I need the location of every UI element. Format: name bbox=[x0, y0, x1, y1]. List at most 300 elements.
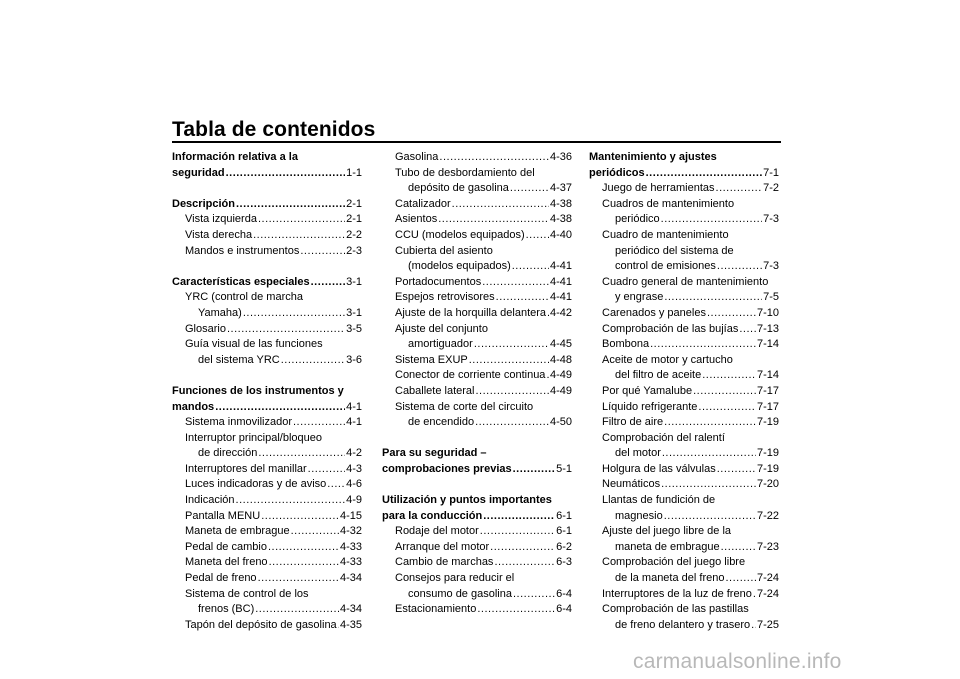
toc-entry-title: Sistema de corte del circuito bbox=[395, 400, 534, 413]
toc-column-3 bbox=[589, 150, 779, 633]
toc-entry[interactable] bbox=[172, 384, 362, 400]
toc-page-number: 6-3 bbox=[556, 556, 572, 569]
toc-entry-title: Glosario bbox=[185, 322, 226, 335]
toc-page-number: 7-17 bbox=[756, 384, 779, 397]
toc-page-number: 7-10 bbox=[756, 306, 779, 319]
toc-entry-title: Vista izquierda bbox=[185, 213, 257, 226]
toc-page-number: 4-33 bbox=[339, 556, 362, 569]
toc-entry-title: Espejos retrovisores bbox=[395, 291, 495, 304]
toc-entry[interactable] bbox=[615, 509, 779, 525]
toc-entry[interactable] bbox=[602, 477, 779, 493]
toc-entry-title: maneta de embrague bbox=[615, 540, 720, 553]
toc-dot-leader bbox=[513, 587, 555, 603]
toc-entry[interactable] bbox=[602, 353, 779, 369]
toc-entry[interactable] bbox=[382, 446, 572, 462]
toc-entry-title: Llantas de fundición de bbox=[602, 494, 716, 507]
toc-page-number: 2-3 bbox=[346, 244, 362, 257]
toc-dot-leader bbox=[269, 555, 339, 571]
toc-entry-title: amortiguador bbox=[408, 338, 473, 351]
toc-entry[interactable] bbox=[615, 244, 779, 260]
toc-entry-title: frenos (BC) bbox=[198, 603, 255, 616]
toc-entry-title: CCU (modelos equipados) bbox=[395, 228, 525, 241]
toc-entry[interactable] bbox=[395, 571, 572, 587]
toc-entry-title: Cuadros de mantenimiento bbox=[602, 197, 735, 210]
toc-entry-title: Rodaje del motor bbox=[395, 525, 479, 538]
toc-entry-title: Interruptor principal/bloqueo bbox=[185, 431, 322, 444]
toc-page-number: 7-5 bbox=[763, 291, 779, 304]
toc-entry[interactable] bbox=[602, 337, 779, 353]
toc-dot-leader bbox=[698, 400, 756, 416]
toc-entry-title: Utilización y puntos importantes bbox=[382, 494, 552, 507]
toc-entry[interactable] bbox=[185, 290, 362, 306]
toc-entry[interactable] bbox=[172, 275, 362, 291]
toc-entry-title: Tapón del depósito de gasolina bbox=[185, 618, 337, 631]
toc-page-number: 4-49 bbox=[549, 369, 572, 382]
toc-dot-leader bbox=[510, 181, 549, 197]
toc-entry[interactable] bbox=[615, 212, 779, 228]
toc-entry-title: Indicación bbox=[185, 494, 235, 507]
toc-entry-title: Juego de herramientas bbox=[602, 182, 715, 195]
toc-entry[interactable] bbox=[602, 322, 779, 338]
toc-dot-leader bbox=[293, 415, 345, 431]
toc-entry-title: Estacionamiento bbox=[395, 603, 477, 616]
toc-entry[interactable] bbox=[602, 587, 779, 603]
toc-dot-leader bbox=[753, 587, 756, 603]
toc-entry-title: Arranque del motor bbox=[395, 540, 490, 553]
toc-dot-leader bbox=[725, 571, 756, 587]
toc-page-number: 4-37 bbox=[549, 182, 572, 195]
toc-entry-title: Yamaha) bbox=[198, 306, 242, 319]
toc-entry[interactable] bbox=[395, 244, 572, 260]
toc-entry[interactable] bbox=[172, 197, 362, 213]
toc-entry[interactable] bbox=[185, 212, 362, 228]
toc-entry-title: Interruptores del manillar bbox=[185, 462, 307, 475]
toc-entry[interactable] bbox=[395, 353, 572, 369]
toc-page-number: 4-15 bbox=[339, 509, 362, 522]
toc-dot-leader bbox=[469, 353, 549, 369]
toc-dot-leader bbox=[281, 353, 345, 369]
toc-page-number: 7-14 bbox=[756, 369, 779, 382]
toc-entry[interactable] bbox=[602, 493, 779, 509]
toc-entry-title: Caballete lateral bbox=[395, 384, 475, 397]
toc-entry[interactable] bbox=[395, 212, 572, 228]
toc-page-number: 3-5 bbox=[346, 322, 362, 335]
toc-page-number: 4-42 bbox=[549, 306, 572, 319]
toc-page-number: 7-13 bbox=[756, 322, 779, 335]
toc-dot-leader bbox=[693, 384, 756, 400]
toc-entry-title: para la conducción bbox=[382, 509, 483, 522]
toc-entry[interactable] bbox=[395, 400, 572, 416]
toc-entry[interactable] bbox=[602, 431, 779, 447]
toc-entry[interactable] bbox=[185, 509, 362, 525]
toc-dot-leader bbox=[236, 197, 345, 213]
toc-entry-title: Gasolina bbox=[395, 151, 439, 163]
toc-dot-leader bbox=[664, 415, 756, 431]
toc-dot-leader bbox=[327, 477, 345, 493]
toc-entry[interactable] bbox=[185, 524, 362, 540]
toc-dot-leader bbox=[483, 509, 555, 525]
toc-entry[interactable] bbox=[615, 290, 779, 306]
toc-entry[interactable] bbox=[198, 446, 362, 462]
toc-dot-leader bbox=[258, 212, 345, 228]
toc-page-number: 4-6 bbox=[346, 478, 362, 491]
toc-entry[interactable] bbox=[185, 493, 362, 509]
toc-entry-title: magnesio bbox=[615, 509, 663, 522]
toc-entry[interactable] bbox=[395, 524, 572, 540]
toc-page-number: 7-24 bbox=[756, 572, 779, 585]
toc-dot-leader bbox=[253, 228, 345, 244]
toc-entry[interactable] bbox=[395, 228, 572, 244]
toc-entry[interactable] bbox=[395, 166, 572, 182]
toc-entry-title: mandos bbox=[172, 400, 215, 413]
toc-dot-leader bbox=[474, 337, 549, 353]
toc-page-number: 4-41 bbox=[549, 291, 572, 304]
toc-entry-title: Cuadro de mantenimiento bbox=[602, 228, 729, 241]
toc-dot-leader bbox=[751, 618, 756, 634]
toc-entry[interactable] bbox=[395, 197, 572, 213]
toc-dot-leader bbox=[452, 197, 549, 213]
toc-entry-title: Vista derecha bbox=[185, 228, 253, 241]
toc-page-number: 4-34 bbox=[339, 603, 362, 616]
toc-page-number: 7-14 bbox=[756, 338, 779, 351]
toc-entry-title: Carenados y paneles bbox=[602, 306, 706, 319]
toc-dot-leader bbox=[439, 150, 549, 166]
toc-entry-title: Pedal de cambio bbox=[185, 540, 267, 553]
toc-dot-leader bbox=[258, 571, 339, 587]
toc-entry-title: de la maneta del freno bbox=[615, 572, 725, 585]
toc-entry[interactable] bbox=[395, 275, 572, 291]
toc-entry[interactable] bbox=[395, 368, 572, 384]
toc-entry[interactable] bbox=[615, 571, 779, 587]
toc-page-number: 4-36 bbox=[549, 151, 572, 163]
toc-entry-title: Asientos bbox=[395, 213, 438, 226]
toc-entry[interactable] bbox=[185, 228, 362, 244]
toc-entry[interactable] bbox=[172, 150, 362, 166]
toc-entry[interactable] bbox=[589, 150, 779, 166]
toc-page-number: 4-3 bbox=[346, 462, 362, 475]
page-title: Tabla de contenidos bbox=[172, 118, 376, 141]
toc-entry[interactable] bbox=[198, 306, 362, 322]
toc-page-number: 7-19 bbox=[756, 462, 779, 475]
toc-entry-title: (modelos equipados) bbox=[408, 260, 511, 273]
toc-entry[interactable] bbox=[395, 540, 572, 556]
toc-page-number: 4-50 bbox=[549, 416, 572, 429]
toc-entry-title: Bombona bbox=[602, 338, 650, 351]
toc-page-number: 6-1 bbox=[556, 509, 572, 522]
toc-entry[interactable] bbox=[185, 415, 362, 431]
toc-entry-title: Neumáticos bbox=[602, 478, 661, 491]
toc-entry[interactable] bbox=[602, 462, 779, 478]
toc-entry[interactable] bbox=[382, 493, 572, 509]
toc-entry[interactable] bbox=[395, 602, 572, 618]
toc-entry-title: Holgura de las válvulas bbox=[602, 462, 716, 475]
toc-entry[interactable] bbox=[395, 555, 572, 571]
toc-entry-title: Portadocumentos bbox=[395, 275, 482, 288]
toc-dot-leader bbox=[512, 259, 549, 275]
toc-page-number: 5-1 bbox=[556, 462, 572, 475]
toc-dot-leader bbox=[227, 322, 345, 338]
toc-entry[interactable] bbox=[408, 415, 572, 431]
toc-page-number: 7-19 bbox=[756, 447, 779, 460]
toc-dot-leader bbox=[480, 524, 555, 540]
toc-dot-leader bbox=[490, 540, 555, 556]
toc-dot-leader bbox=[215, 400, 345, 416]
toc-entry-title: Conector de corriente continua bbox=[395, 369, 546, 382]
toc-entry[interactable] bbox=[185, 587, 362, 603]
toc-entry[interactable] bbox=[602, 555, 779, 571]
toc-entry[interactable] bbox=[602, 197, 779, 213]
toc-dot-leader bbox=[338, 618, 339, 634]
toc-dot-leader bbox=[482, 275, 549, 291]
toc-entry[interactable] bbox=[602, 228, 779, 244]
toc-entry[interactable] bbox=[382, 509, 572, 525]
toc-entry-title: Ajuste del conjunto bbox=[395, 322, 488, 335]
toc-entry[interactable] bbox=[602, 415, 779, 431]
toc-entry[interactable] bbox=[602, 275, 779, 291]
toc-entry[interactable] bbox=[395, 306, 572, 322]
toc-entry-title: Sistema de control de los bbox=[185, 587, 309, 600]
toc-entry[interactable] bbox=[589, 166, 779, 182]
toc-page-number: 7-20 bbox=[756, 478, 779, 491]
toc-entry-title: Filtro de aire bbox=[602, 416, 664, 429]
toc-dot-leader bbox=[496, 290, 549, 306]
toc-entry-title: Información relativa a la bbox=[172, 151, 298, 163]
toc-page-number: 3-6 bbox=[346, 353, 362, 366]
toc-entry-title: Sistema EXUP bbox=[395, 353, 468, 366]
toc-entry[interactable] bbox=[602, 181, 779, 197]
toc-column-1 bbox=[172, 150, 362, 633]
toc-entry[interactable] bbox=[185, 555, 362, 571]
toc-dot-leader bbox=[261, 509, 339, 525]
toc-dot-leader bbox=[291, 524, 339, 540]
toc-page-number: 4-1 bbox=[346, 400, 362, 413]
toc-entry-title: y engrase bbox=[615, 291, 664, 304]
toc-entry[interactable] bbox=[615, 540, 779, 556]
toc-entry-title: Comprobación de las bujías bbox=[602, 322, 739, 335]
toc-entry-title: Interruptores de la luz de freno bbox=[602, 587, 752, 600]
toc-entry[interactable] bbox=[395, 150, 572, 166]
toc-page-number: 7-25 bbox=[756, 618, 779, 631]
toc-page-number: 7-17 bbox=[756, 400, 779, 413]
toc-page-number: 7-3 bbox=[763, 260, 779, 273]
toc-page-number: 4-38 bbox=[549, 197, 572, 210]
toc-dot-leader bbox=[664, 509, 756, 525]
toc-entry[interactable] bbox=[615, 446, 779, 462]
toc-entry[interactable] bbox=[185, 462, 362, 478]
toc-entry[interactable] bbox=[172, 400, 362, 416]
toc-entry[interactable] bbox=[185, 540, 362, 556]
toc-entry-title: comprobaciones previas bbox=[382, 462, 512, 475]
toc-entry-title: Aceite de motor y cartucho bbox=[602, 353, 733, 366]
toc-entry-title: Ajuste de la horquilla delantera bbox=[395, 306, 547, 319]
toc-entry[interactable] bbox=[615, 368, 779, 384]
toc-entry[interactable] bbox=[615, 618, 779, 634]
toc-entry-title: Sistema inmovilizador bbox=[185, 416, 292, 429]
toc-entry[interactable] bbox=[602, 384, 779, 400]
toc-page-number: 4-45 bbox=[549, 338, 572, 351]
toc-entry-title: consumo de gasolina bbox=[408, 587, 512, 600]
toc-entry-title: Para su seguridad – bbox=[382, 447, 487, 460]
toc-dot-leader bbox=[702, 368, 756, 384]
toc-entry[interactable] bbox=[185, 322, 362, 338]
toc-entry-title: del filtro de aceite bbox=[615, 369, 702, 382]
toc-page-number: 4-35 bbox=[339, 618, 362, 631]
toc-page-number: 7-3 bbox=[763, 213, 779, 226]
toc-page-number: 4-40 bbox=[549, 228, 572, 241]
toc-page-number: 1-1 bbox=[346, 166, 362, 179]
toc-page-number: 3-1 bbox=[346, 275, 362, 288]
toc-entry-title: Catalizador bbox=[395, 197, 451, 210]
toc-entry-title: Comprobación del ralentí bbox=[602, 431, 725, 444]
toc-entry-title: Mantenimiento y ajustes bbox=[589, 151, 717, 163]
toc-entry[interactable] bbox=[615, 259, 779, 275]
toc-entry-title: Por qué Yamalube bbox=[602, 384, 693, 397]
toc-dot-leader bbox=[717, 259, 762, 275]
toc-entry-title: seguridad bbox=[172, 166, 225, 179]
toc-entry-title: periódicos bbox=[589, 166, 645, 179]
title-rule bbox=[172, 141, 781, 143]
toc-page-number: 6-4 bbox=[556, 587, 572, 600]
toc-dot-leader bbox=[236, 493, 346, 509]
toc-entry-title: de dirección bbox=[198, 447, 258, 460]
toc-dot-leader bbox=[707, 306, 756, 322]
toc-entry-title: Pedal de freno bbox=[185, 572, 257, 585]
toc-dot-leader bbox=[547, 306, 549, 322]
toc-entry-title: periódico bbox=[615, 213, 660, 226]
toc-entry[interactable] bbox=[602, 306, 779, 322]
toc-entry-title: del sistema YRC bbox=[198, 353, 280, 366]
toc-entry-title: Tubo de desbordamiento del bbox=[395, 166, 535, 179]
toc-dot-leader bbox=[494, 555, 555, 571]
toc-entry-title: Maneta del freno bbox=[185, 556, 268, 569]
toc-entry[interactable] bbox=[408, 181, 572, 197]
toc-dot-leader bbox=[438, 212, 549, 228]
toc-entry[interactable] bbox=[172, 166, 362, 182]
toc-entry[interactable] bbox=[395, 290, 572, 306]
toc-entry[interactable] bbox=[395, 384, 572, 400]
toc-dot-leader bbox=[646, 166, 762, 182]
toc-entry-title: control de emisiones bbox=[615, 260, 716, 273]
toc-page-number: 4-41 bbox=[549, 260, 572, 273]
toc-page-number: 4-34 bbox=[339, 572, 362, 585]
toc-entry-title: Consejos para reducir el bbox=[395, 572, 515, 585]
toc-entry[interactable] bbox=[408, 587, 572, 603]
toc-entry[interactable] bbox=[408, 259, 572, 275]
toc-dot-leader bbox=[226, 166, 346, 182]
toc-dot-leader bbox=[526, 228, 549, 244]
toc-dot-leader bbox=[243, 306, 345, 322]
toc-entry-title: YRC (control de marcha bbox=[185, 291, 303, 304]
toc-entry-title: de freno delantero y trasero bbox=[615, 618, 751, 631]
watermark: carmanualsonline.info bbox=[633, 650, 842, 673]
toc-entry-title: Pantalla MENU bbox=[185, 509, 261, 522]
toc-dot-leader bbox=[513, 462, 555, 478]
toc-page-number: 6-2 bbox=[556, 540, 572, 553]
toc-page-number: 6-1 bbox=[556, 525, 572, 538]
toc-page-number: 4-32 bbox=[339, 525, 362, 538]
toc-page-number: 6-4 bbox=[556, 603, 572, 616]
toc-column-2 bbox=[382, 150, 572, 618]
toc-dot-leader bbox=[721, 540, 756, 556]
toc-dot-leader bbox=[661, 477, 756, 493]
toc-entry-title: Cubierta del asiento bbox=[395, 244, 493, 257]
toc-dot-leader bbox=[717, 462, 756, 478]
toc-entry-title: del motor bbox=[615, 447, 661, 460]
toc-entry[interactable] bbox=[198, 602, 362, 618]
toc-entry[interactable] bbox=[185, 571, 362, 587]
toc-dot-leader bbox=[477, 602, 555, 618]
toc-entry-title: Comprobación del juego libre bbox=[602, 556, 746, 569]
toc-page-number: 4-41 bbox=[549, 275, 572, 288]
toc-entry-title: Mandos e instrumentos bbox=[185, 244, 300, 257]
toc-entry[interactable] bbox=[185, 337, 362, 353]
toc-page-number: 7-19 bbox=[756, 416, 779, 429]
toc-dot-leader bbox=[650, 337, 756, 353]
toc-page-number: 7-22 bbox=[756, 509, 779, 522]
toc-dot-leader bbox=[475, 415, 549, 431]
toc-page-number: 4-49 bbox=[549, 384, 572, 397]
toc-dot-leader bbox=[258, 446, 345, 462]
toc-page-number: 7-1 bbox=[763, 166, 779, 179]
toc-dot-leader bbox=[268, 540, 339, 556]
toc-page-number: 4-9 bbox=[346, 494, 362, 507]
toc-entry-title: Ajuste del juego libre de la bbox=[602, 525, 732, 538]
toc-page-number: 7-2 bbox=[763, 182, 779, 195]
toc-page-number: 4-33 bbox=[339, 540, 362, 553]
toc-entry[interactable] bbox=[408, 337, 572, 353]
toc-entry-title: Cambio de marchas bbox=[395, 556, 494, 569]
toc-entry[interactable] bbox=[198, 353, 362, 369]
toc-entry-title: Líquido refrigerante bbox=[602, 400, 698, 413]
toc-entry[interactable] bbox=[185, 244, 362, 260]
toc-page-number: 7-24 bbox=[756, 587, 779, 600]
toc-page-number: 7-23 bbox=[756, 540, 779, 553]
toc-entry-title: Funciones de los instrumentos y bbox=[172, 384, 344, 397]
toc-entry-title: de encendido bbox=[408, 416, 475, 429]
toc-dot-leader bbox=[300, 244, 345, 260]
toc-entry[interactable] bbox=[602, 400, 779, 416]
toc-page-number: 2-2 bbox=[346, 228, 362, 241]
toc-entry[interactable] bbox=[185, 431, 362, 447]
toc-entry[interactable] bbox=[185, 477, 362, 493]
toc-entry[interactable] bbox=[602, 602, 779, 618]
toc-dot-leader bbox=[546, 368, 549, 384]
toc-entry[interactable] bbox=[382, 462, 572, 478]
toc-page-number: 4-38 bbox=[549, 213, 572, 226]
toc-page-number: 4-48 bbox=[549, 353, 572, 366]
toc-entry-title: Maneta de embrague bbox=[185, 525, 290, 538]
toc-page-number: 4-2 bbox=[346, 447, 362, 460]
toc-entry[interactable] bbox=[185, 618, 362, 634]
toc-dot-leader bbox=[739, 322, 756, 338]
toc-entry-title: Características especiales bbox=[172, 275, 310, 288]
toc-entry-title: Luces indicadoras y de aviso bbox=[185, 478, 327, 491]
toc-page-number: 2-1 bbox=[346, 197, 362, 210]
toc-entry-title: Descripción bbox=[172, 197, 235, 210]
toc-entry-title: Cuadro general de mantenimiento bbox=[602, 275, 769, 288]
toc-dot-leader bbox=[308, 462, 345, 478]
toc-dot-leader bbox=[716, 181, 763, 197]
toc-dot-leader bbox=[662, 446, 756, 462]
toc-dot-leader bbox=[476, 384, 549, 400]
toc-entry[interactable] bbox=[602, 524, 779, 540]
toc-entry[interactable] bbox=[395, 322, 572, 338]
toc-dot-leader bbox=[664, 290, 762, 306]
toc-page-number: 4-1 bbox=[346, 416, 362, 429]
toc-entry-title: Comprobación de las pastillas bbox=[602, 603, 749, 616]
toc-dot-leader bbox=[255, 602, 339, 618]
toc-page-number: 3-1 bbox=[346, 306, 362, 319]
